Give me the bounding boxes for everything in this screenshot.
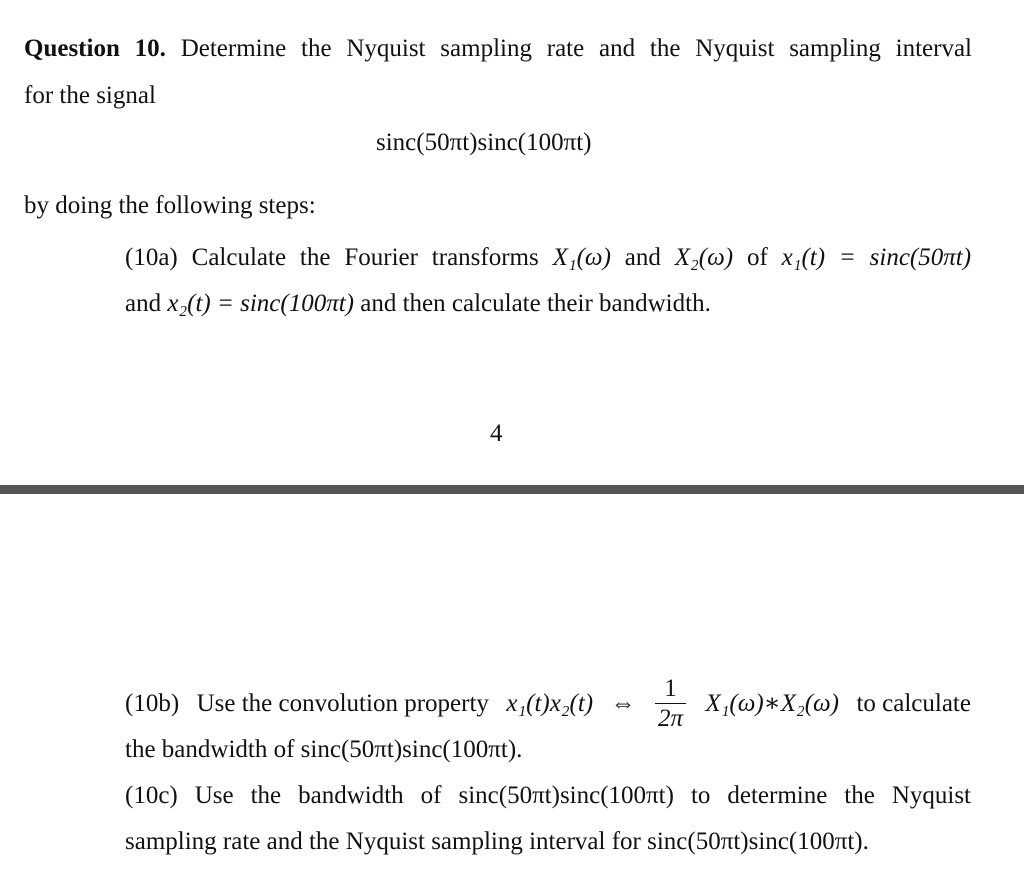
x2-definition: x₂(t) = sinc(100πt) [167,290,355,317]
page-number [490,421,503,446]
part-a-label: (10a) [125,244,178,271]
part-c-line-1 [125,783,971,808]
part-c-line-2 [125,829,869,854]
part-c-label: (10c) [125,782,178,809]
part-a-and: and [624,244,661,271]
part-a-of: of [746,244,768,271]
part-c-text: Use the bandwidth of [194,782,442,809]
question-intro-line-1 [24,36,972,61]
fraction-one-over-two-pi [655,676,686,731]
part-a-text: Calculate the Fourier transforms [191,244,539,271]
part-b-line-2 [125,737,522,762]
question-intro-text-2: for the signal [24,82,156,109]
question-intro-line-2 [24,83,156,108]
part-c-expr-2: sinc(50πt)sinc(100πt). [647,828,869,855]
part-a-text-2: and then calculate their bandwidth. [360,290,711,317]
part-b-expr: sinc(50πt)sinc(100πt). [300,736,523,763]
part-b-label: (10b) [125,689,180,717]
iff-symbol: ⇔ [610,689,636,717]
question-intro-text: Determine the Nyquist sampling rate and the Nyquist sampling interval [180,35,973,62]
question-label: Question 10. [24,35,166,62]
part-b-text-3: the bandwidth of [125,736,295,763]
x1-definition: x₁(t) = sinc(50πt) [781,244,972,271]
signal-expression-text: sinc(50πt)sinc(100πt) [376,129,592,156]
part-a-and-2: and [125,290,162,317]
part-b-text: Use the convolution property [196,689,489,717]
convolution-lhs: x₁(t)x₂(t) [506,689,594,717]
convolution-rhs: X₁(ω)∗X₂(ω) [705,689,839,717]
part-b-text-2: to calculate [856,689,971,717]
steps-intro-text: by doing the following steps: [24,192,316,219]
X1-omega: X₁(ω) [552,244,611,271]
part-a-line-2 [125,291,711,316]
steps-intro [24,193,316,218]
part-a-line-1 [125,245,971,270]
fraction-numerator: 1 [655,676,686,704]
part-c-text-3: sampling rate and the Nyquist sampling interval for [125,828,641,855]
part-b-line-1 [125,675,971,731]
fraction-denominator: 2π [658,704,684,732]
part-c-text-2: to determine the Nyquist [690,782,971,809]
part-c-expr-1: sinc(50πt)sinc(100πt) [458,782,674,809]
X2-omega: X₂(ω) [674,244,734,271]
page-divider [0,485,1024,494]
signal-expression [376,130,591,155]
page-number-text: 4 [490,420,503,447]
